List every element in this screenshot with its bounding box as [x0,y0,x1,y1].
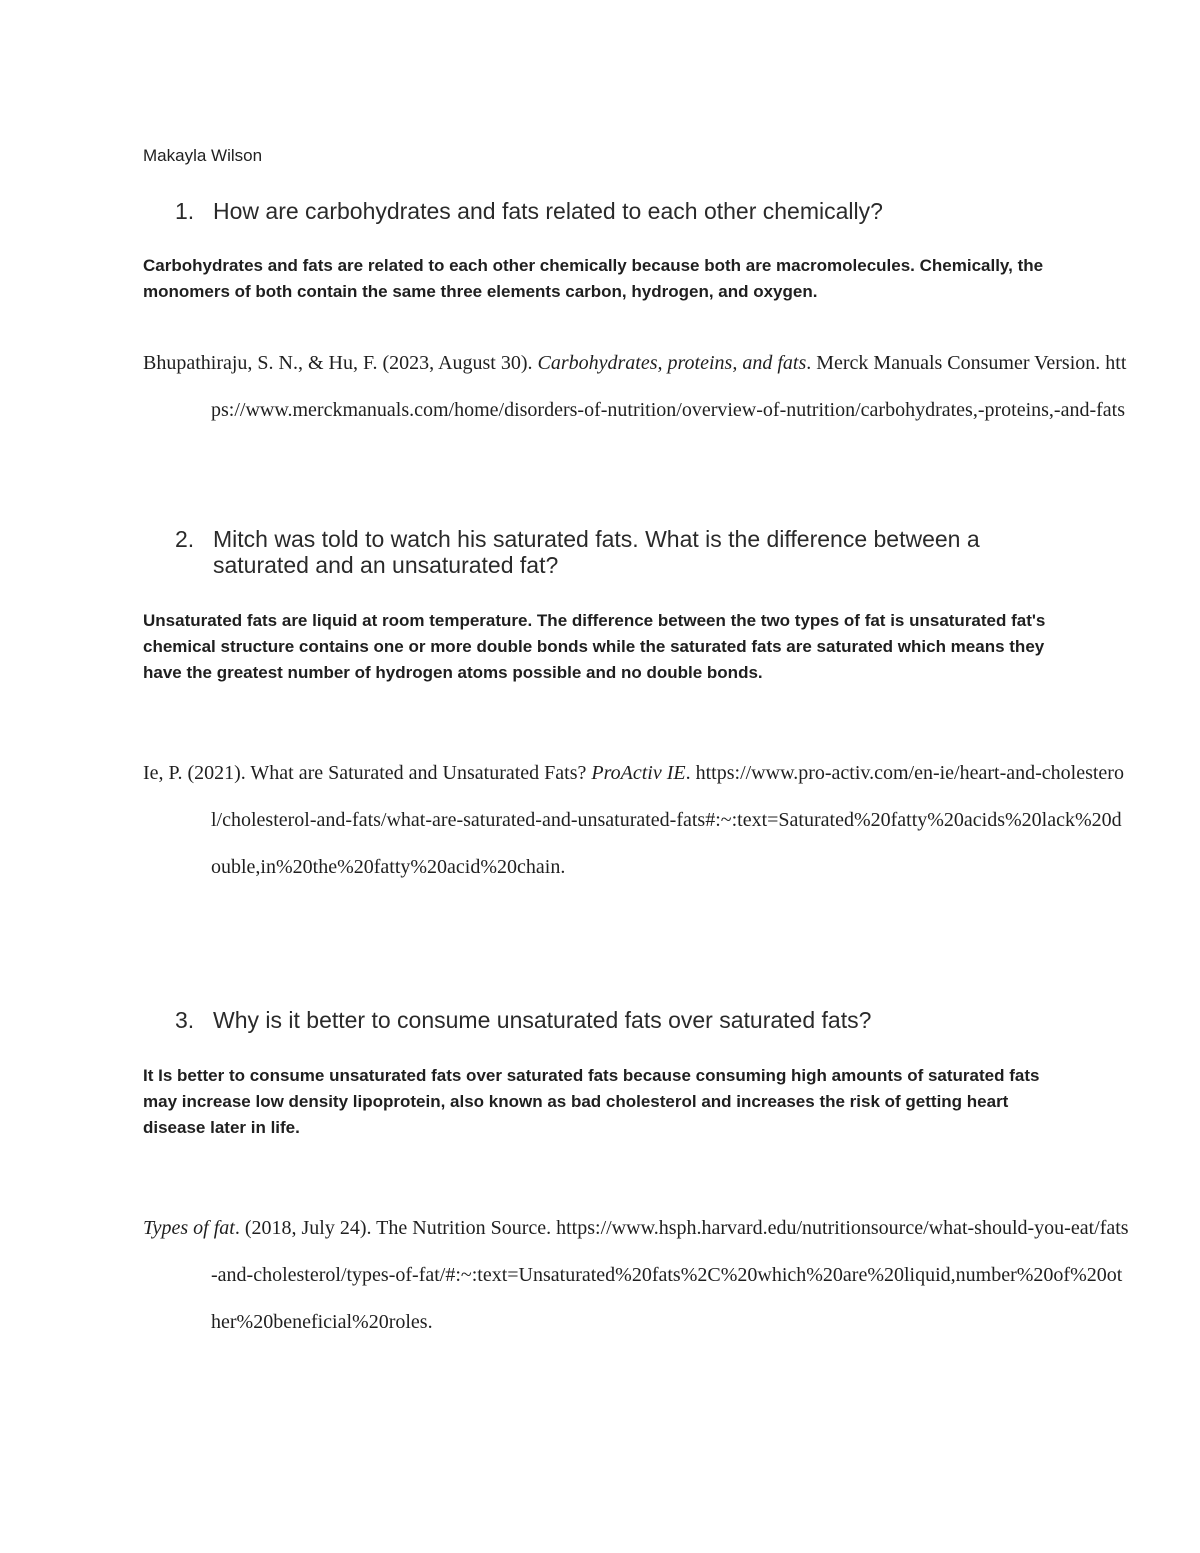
citation-2-rest: . https://www.pro-activ.com/en-ie/heart-and-cholesterol/cholesterol-and-fats/what-are-saturated-and-unsaturated-fats#:~:text=Saturated%20fatty%20acids%20lack%20double,in%20the%20fatty%20acid%20chain. [211,762,1124,878]
citation-3-rest: . (2018, July 24). The Nutrition Source. https://www.hsph.harvard.edu/nutritionsource/what-should-you-eat/fats-and-cholesterol/types-of-fat/#:~:text=Unsaturated%20fats%2C%20which%20are%20liquid,number%20of%20other%20beneficial%20roles. [211,1217,1129,1333]
citation-3 [143,1205,1131,1346]
citation-1-rest: . Merck Manuals Consumer Version. https://www.merckmanuals.com/home/disorders-of-nutrition/overview-of-nutrition/carbohydrates,-proteins,-and-fats [211,352,1127,421]
citation-3-title: Types of fat [143,1217,235,1239]
citation-1 [143,340,1131,434]
citation-2 [143,750,1131,891]
question-1-number: 1. [175,198,195,224]
question-2-text: Mitch was told to watch his saturated fats. What is the difference between a saturated and an unsaturated fat? [213,526,980,578]
answer-2: Unsaturated fats are liquid at room temperature. The difference between the two types of fat is unsaturated fat's chemical structure contains one or more double bonds while the saturated fats are saturated which means they have the greatest number of hydrogen atoms possible and no double bonds. [143,611,1046,682]
question-3-heading [143,1007,1063,1037]
author-name: Makayla Wilson [143,146,263,165]
citation-1-authors: Bhupathiraju, S. N., & Hu, F. (2023, August 30). [143,352,538,374]
question-2-number: 2. [175,526,195,552]
question-3-text: Why is it better to consume unsaturated fats over saturated fats? [213,1007,872,1033]
citation-2-authors: Ie, P. (2021). What are Saturated and Unsaturated Fats? [143,762,592,784]
question-1-text: How are carbohydrates and fats related to each other chemically? [213,198,883,224]
answer-1: Carbohydrates and fats are related to each other chemically because both are macromolecules. Chemically, the monomers of both contain the same three elements carbon, hydrogen, and oxygen. [143,256,1044,301]
question-2-heading [143,526,1063,582]
question-1-heading [143,198,1063,228]
question-3-number: 3. [175,1007,195,1033]
citation-1-title: Carbohydrates, proteins, and fats [537,352,807,374]
answer-3: It Is better to consume unsaturated fats over saturated fats because consuming high amounts of saturated fats may increase low density lipoprotein, also known as bad cholesterol and increases the risk of getting heart disease later in life. [143,1066,1040,1137]
citation-2-title: ProActiv IE [591,762,686,784]
